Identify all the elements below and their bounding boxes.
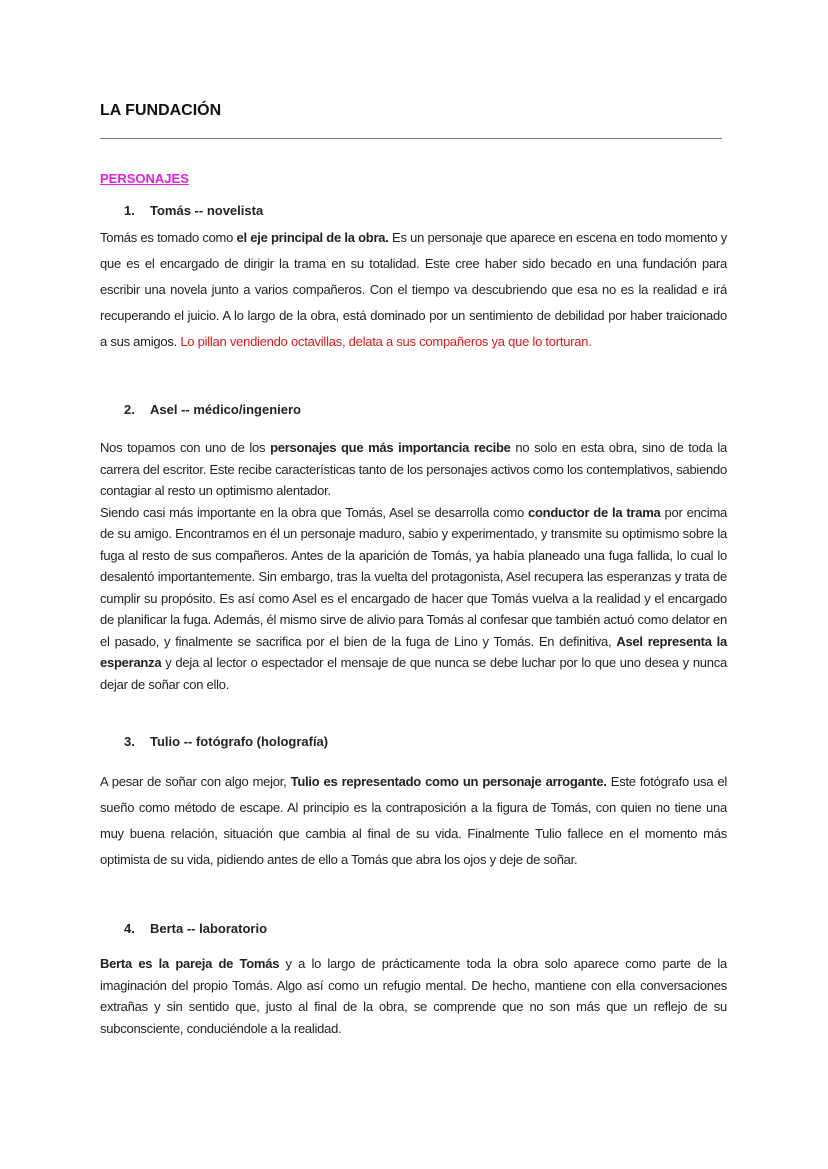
bold-text: Berta es la pareja de Tomás [100, 956, 280, 971]
paragraph-tomas [100, 225, 727, 355]
text: no solo en esta obra, sino de toda la carrera del escritor. Este recibe características tanto de los personajes activos como los contemplativos, sabiendo contagiar al resto un optimismo alentador. [100, 440, 727, 498]
bold-text: personajes que más importancia recibe [270, 440, 511, 455]
heading-text: Tomás -- novelista [150, 203, 264, 218]
horizontal-divider [100, 138, 722, 139]
bold-text: Asel representa la esperanza [100, 633, 727, 670]
text: Es un personaje que aparece en escena en todo momento y que es el encargado de dirigir la trama en su totalidad. Este cree haber sido becado en una fundación para escribir una novela junto a varios compañeros. Con el tiempo va descubriendo que esa no es la realidad e irá recuperando el juicio. A lo largo de la obra, está dominado por un sentimiento de debilidad por haber traicionado a sus amigos. [100, 230, 727, 349]
bold-text: Tulio es representado como un personaje arrogante. [290, 774, 607, 789]
section-heading-personajes: PERSONAJES [100, 171, 189, 186]
list-number: 1. [124, 203, 135, 218]
text: Siendo casi más importante en la obra que Tomás, Asel se desarrolla como [100, 504, 528, 520]
list-number: 2. [124, 402, 135, 417]
text: A pesar de soñar con algo mejor, [100, 774, 291, 789]
text: Este fotógrafo usa el sueño como método de escape. Al principio es la contraposición a la figura de Tomás, con quien no tiene una muy buena relación, situación que cambia al final de su vida. Finalmente Tulio fallece en el momento más optimista de su vida, pidiendo antes de ello a Tomás que abra los ojos y deje de soñar. [100, 774, 727, 867]
text: y deja al lector o espectador el mensaje de que nunca se debe luchar por lo que uno desea y nunca dejar de soñar con ello. [100, 655, 727, 692]
bold-text: conductor de la trama [527, 504, 661, 520]
paragraph-asel-1 [100, 437, 727, 502]
highlighted-text: Lo pillan vendiendo octavillas, delata a sus compañeros ya que lo torturan. [180, 334, 592, 349]
list-number: 4. [124, 921, 135, 936]
document-title: LA FUNDACIÓN [100, 102, 222, 119]
bold-text: el eje principal de la obra. [236, 230, 389, 245]
heading-text: Asel -- médico/ingeniero [150, 402, 301, 417]
list-number: 3. [124, 734, 135, 749]
paragraph-berta [100, 953, 727, 1039]
character-heading-tomas [100, 203, 751, 218]
text: y a lo largo de prácticamente toda la obra solo aparece como parte de la imaginación del propio Tomás. Algo así como un refugio mental. De hecho, mantiene con ella conversaciones extrañas y sin sentido que, justo al final de la obra, se comprende que no son más que un reflejo de su subconsciente, conduciéndole a la realidad. [100, 956, 727, 1036]
text: Nos topamos con uno de los [100, 440, 271, 455]
character-heading-asel [100, 402, 751, 417]
character-heading-tulio [100, 734, 751, 749]
character-heading-berta [100, 921, 751, 936]
paragraph-asel-2 [100, 502, 727, 696]
heading-text: Tulio -- fotógrafo (holografía) [150, 734, 329, 749]
text: por encima de su amigo. Encontramos en él un personaje maduro, sabio y experimentado, y transmite su optimismo sobre la fuga al resto de sus compañeros. Antes de la aparición de Tomás, ya había planeado una fuga fallida, lo cual lo desalentó importantemente. Sin embargo, tras la vuelta del protagonista, Asel recupera las esperanzas y trata de cumplir su propósito. Es así como Asel es el encargado de hacer que Tomás vuelva a la realidad y el encargado de planificar la fuga. Además, él mismo sirve de alivio para Tomás al confesar que también actuó como delator en el pasado, y finalmente se sacrifica por el bien de la fuga de Lino y Tomás. En definitiva, [100, 504, 728, 649]
heading-text: Berta -- laboratorio [150, 921, 268, 936]
text: Tomás es tomado como [100, 230, 237, 245]
paragraph-tulio [100, 769, 727, 873]
paragraph-asel [100, 437, 727, 695]
